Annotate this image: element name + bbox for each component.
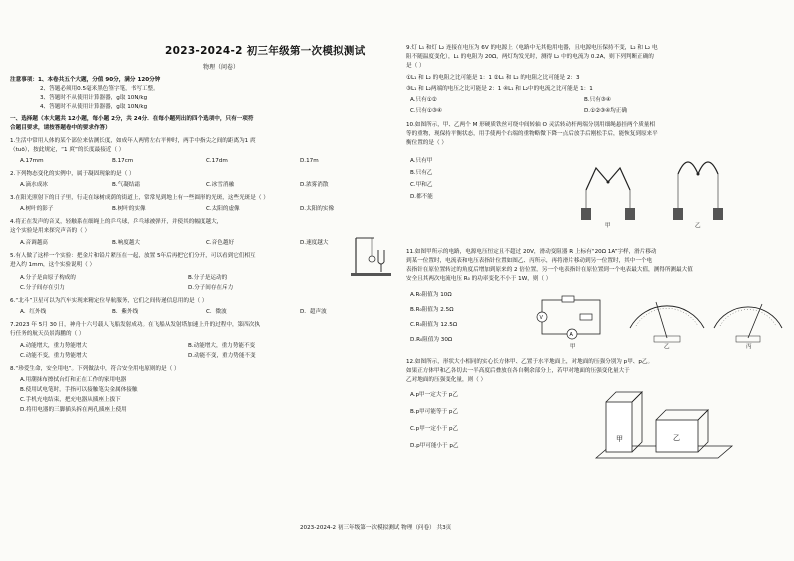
question-2-text: 2.下列物态变化的实例中，属于凝固现象的是（ ）	[10, 171, 135, 177]
q11-fig-label-bing: 丙	[746, 344, 752, 350]
question-11-text: 表指针在原位置转过的角度后增加到原来的 2 倍位置，另一个电表指针在原位置到一个电表最大值，测得所测最大值	[406, 267, 693, 273]
tuning-fork-figure	[350, 234, 392, 278]
q11-option-a: A.R₀阻值为 10Ω	[410, 292, 452, 298]
question-9-text: 阻不随温度变化），L₁ 的电阻为 20Ω，两灯均发光时，测得 L₂ 中的电流为 0.2A，则下列判断正确的	[406, 54, 654, 60]
q9-option-b: B.只有③④	[584, 97, 611, 103]
q2-option-b: B.气凝结霜	[112, 182, 140, 188]
question-7-text: 行任务的航天员景海鹏的（ ）	[10, 331, 85, 337]
q5-option-b: B.分子是运动的	[188, 275, 228, 281]
q7-option-b: B.动能增大，重力势能不变	[188, 343, 256, 349]
q10-fig-label-jia: 甲	[605, 223, 611, 229]
section-heading: 合题目要求，请按答题卷中的要求作答）	[10, 125, 111, 131]
note-line: 2、答题必须用0.5毫米黑色签字笔，书写工整。	[40, 86, 159, 92]
q11-fig-label-jia: 甲	[570, 344, 576, 350]
question-5-text: 5.有人做了这样一个实验：把金片和铅片紧压在一起，放置 5年后再把它们分开，可以看到它们相互	[10, 253, 256, 259]
q11-option-b: B.R₀阻值为 2.5Ω	[410, 307, 454, 313]
q2-option-c: C.冰雪消融	[206, 182, 235, 188]
q10-option-a: A.只有甲	[410, 158, 433, 164]
q9-option-d: D.①②③④均正确	[584, 108, 627, 114]
question-9-text: 是（ ）	[406, 63, 425, 69]
q9-statement: ①L₁ 和 L₂ 的电阻之比可能是 1：1 ②L₁ 和 L₂ 的电阻之比可能是 2：3	[406, 75, 580, 81]
q10-option-b: B.只有乙	[410, 170, 433, 176]
q4-option-a: A.音调越高	[20, 240, 48, 246]
note-line: 注意事项：1、本卷共五个大题，分值 90分，满分 120分钟	[10, 77, 161, 83]
page-footer: 2023-2024-2 初三年级第一次模拟测试 物理（问卷） 共3页	[300, 525, 452, 531]
q12-fig-label-yi: 乙	[673, 434, 680, 442]
question-8-text: 8.“珍爱生命，安全用电”。下列做法中，符合安全用电原则的是（ ）	[10, 366, 180, 372]
lever-figure	[574, 150, 754, 235]
q3-option-b: B.树叶的实像	[112, 206, 146, 212]
q2-option-a: A.滴水成冰	[20, 182, 48, 188]
q10-option-c: C.甲和乙	[410, 182, 433, 188]
cuboid-figure	[594, 384, 734, 464]
q8-option-b: B.使用试电笔时，手指可以接触笔尖金属体接触	[20, 387, 138, 393]
question-10-text: 10.如图所示，甲、乙两个 M 形硬质铁丝可绕中间转轴 O 灵活转动杆两端分别用细绳悬挂两个质量相	[406, 122, 655, 128]
q3-option-c: C.太阳的虚像	[206, 206, 240, 212]
question-12-text: 如果正方体甲和乙各切去一半高度后叠放在各自剩余部分上，若甲对地面的压强变化量大于	[406, 368, 630, 374]
q8-option-a: A.用潮抹布擦拭台灯和正在工作的家用电器	[20, 377, 127, 383]
q9-statement: ③L₁ 和 L₂两端的电压之比可能是 2：1 ④L₁ 和 L₂中的电流之比可能是 1：1	[406, 86, 593, 92]
q8-option-d: D.将用电器的三脚插头拆在两孔插座上使用	[20, 407, 127, 413]
q7-option-a: A.动能增大，重力势能增大	[20, 343, 88, 349]
q12-option-b: B.p甲可能等于 p乙	[410, 409, 459, 415]
q5-option-c: C.分子间存在引力	[20, 285, 65, 291]
q1-option-a: A.17mm	[20, 158, 44, 164]
q10-fig-label-yi: 乙	[695, 223, 701, 229]
question-9-text: 9.灯 L₁ 和灯 L₂ 连接在电压为 6V 的电源上（电路中无其他用电器，且电源电压保持不变，L₂ 和 L₂ 电	[406, 45, 658, 51]
q11-option-d: D.R₀阻值为 30Ω	[410, 337, 453, 343]
note-line: 4、答题时不从使用计算器器，g取 10N/kg	[40, 104, 148, 110]
question-4-text: 4.将正在发声的音叉，轻触系在细绳上的乒乓球，乒乓球被弹开，并使其的幅度越大，	[10, 219, 223, 225]
q11-fig-label-yi: 乙	[664, 344, 670, 350]
q12-option-d: D.p甲可能小于 p乙	[410, 443, 459, 449]
question-10-text: 衡位置的是（ ）	[406, 140, 447, 146]
q5-option-a: A.分子是由原子构成的	[20, 275, 76, 281]
question-11-text: 安全且其两次电流电压 R₀ 的功率变化不小于 1W，则（ ）	[406, 276, 552, 282]
question-1-text: 1.生活中常用人体的某个部位来估测长度，如成年人两臂左右平伸时，两手中指尖之间的距离为1 庹	[10, 138, 256, 144]
q4-option-c: C.音色越好	[206, 240, 235, 246]
question-12-text: 12.如图所示，形状大小相同的实心长方体甲、乙置于水平地面上，对地面的压强分别为 p甲、p乙。	[406, 359, 654, 365]
note-line: 3、答题时不从使用计算器器，g取 10N/kg	[40, 95, 148, 101]
question-11-text: 到某一位置时，电流表和电压表指针位置如图乙、丙所示，再将滑片移动到另一位置时，其中一个电	[406, 258, 653, 264]
q6-option-b: B．紫外线	[112, 309, 139, 315]
q11-option-c: C.R₀阻值为 12.5Ω	[410, 322, 458, 328]
q2-option-d: D.浓雾消散	[300, 182, 329, 188]
question-12-text: 乙对地面的压强变化量，则（ ）	[406, 377, 487, 383]
exam-subtitle: 物理（问卷）	[203, 64, 240, 71]
q12-fig-label-jia: 甲	[616, 435, 623, 443]
q3-option-a: A.树叶的影子	[20, 206, 54, 212]
question-11-text: 11.如图甲所示的电路，电源电压恒定且不超过 20V，滑动变阻器 R 上标有“20Ω 1A”字样，滑片移动	[406, 249, 657, 255]
svg-text:V: V	[539, 315, 543, 321]
question-3-text: 3.在阳光照射下的日子里，行走在绿树成荫的街道上，常常见到地上有一些圆形的光斑，这些光斑是（ ）	[10, 195, 269, 201]
circuit-meter-figure	[534, 288, 784, 350]
question-10-text: 等的重物，现保持平衡状态，用手使两个右端的重物略微下降一点后放手后刚松手后，能恢复到原来平	[406, 131, 658, 137]
question-5-text: 进入约 1mm，这个实验说明（ ）	[10, 262, 96, 268]
q4-option-b: B.响度越大	[112, 240, 140, 246]
svg-text:A: A	[569, 332, 573, 338]
question-6-text: 6.“北斗”卫星可以为汽车实现来精定位导航服务，它们之间传递信息用的是（ ）	[10, 298, 208, 304]
q1-option-c: C.17dm	[206, 158, 228, 164]
question-4-text: 这个实验是用来探究声音的（ ）	[10, 228, 91, 234]
q8-option-c: C.手机充电结束，把充电器从插座上拔下	[20, 397, 121, 403]
q9-option-a: A.只有①②	[410, 97, 437, 103]
question-7-text: 7.2023 年 5月 30 日，神舟十六号载人飞船发射成功。在飞船从发射塔加速上升的过程中，第四次执	[10, 322, 260, 328]
q9-option-c: C.只有①③④	[410, 108, 442, 114]
q7-option-d: D.动能不变，重力势能不变	[188, 353, 256, 359]
q12-option-c: C.p甲一定小于 p乙	[410, 426, 459, 432]
q7-option-c: C.动能不变，重力势能增大	[20, 353, 88, 359]
q1-option-b: B.17cm	[112, 158, 134, 164]
q3-option-d: D.太阳的实像	[300, 206, 335, 212]
q5-option-d: D.分子间存在斥力	[188, 285, 234, 291]
q6-option-d: D．超声波	[300, 309, 327, 315]
q12-option-a: A.p甲一定大于 p乙	[410, 392, 458, 398]
q10-option-d: D.都不能	[410, 194, 433, 200]
question-1-text: （tuō），按此规定，“1 庹”的长度最接近（ ）	[10, 147, 125, 153]
q6-option-a: A．红外线	[20, 309, 47, 315]
q6-option-c: C．微波	[206, 309, 227, 315]
q4-option-d: D.速度越大	[300, 240, 329, 246]
q1-option-d: D.17m	[300, 158, 319, 164]
exam-title: 2023-2024-2 初三年级第一次模拟测试	[165, 45, 366, 57]
section-heading: 一、选择题（本大题共 12小题，每小题 2分，共 24分．在每小题列出的四个选项中，只有一项符	[10, 116, 254, 122]
